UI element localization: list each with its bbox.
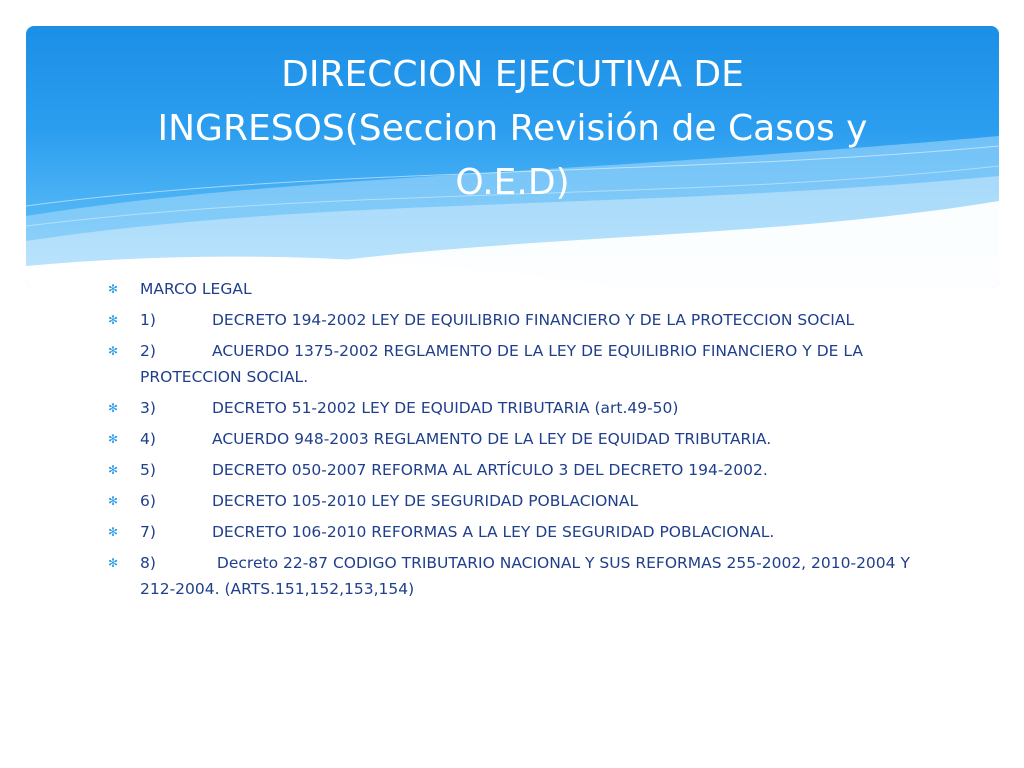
title-line-2: INGRESOS(Seccion Revisión de Casos y [157,108,868,149]
item-text: ACUERDO 948-2003 REGLAMENTO DE LA LEY DE EQUIDAD TRIBUTARIA. [212,430,772,448]
item-number: 7) [140,523,156,541]
title-line-3: O.E.D) [455,162,570,203]
item-number: 1) [140,311,156,329]
asterisk-bullet-icon: ✻ [108,432,119,446]
item-number: 4) [140,430,156,448]
item-number: 2) [140,342,156,360]
item-number: 6) [140,492,156,510]
item-text: DECRETO 105-2010 LEY DE SEGURIDAD POBLACIONAL [212,492,639,510]
item-number: 8) [140,554,156,572]
asterisk-bullet-icon: ✻ [108,494,119,508]
asterisk-bullet-icon: ✻ [108,401,119,415]
slide-title [60,48,965,210]
item-text: DECRETO 194-2002 LEY DE EQUILIBRIO FINANCIERO Y DE LA PROTECCION SOCIAL [212,311,855,329]
list-item [108,395,928,421]
list-item [108,426,928,452]
asterisk-bullet-icon: ✻ [108,313,119,327]
item-text: DECRETO 51-2002 LEY DE EQUIDAD TRIBUTARIA (art.49-50) [212,399,679,417]
list-item [108,457,928,483]
list-item [108,338,928,390]
asterisk-bullet-icon: ✻ [108,525,119,539]
item-text: DECRETO 050-2007 REFORMA AL ARTÍCULO 3 DEL DECRETO 194-2002. [212,461,768,479]
list-item [108,550,928,602]
list-item [108,276,928,302]
asterisk-bullet-icon: ✻ [108,344,119,358]
list-item [108,307,928,333]
item-number: 3) [140,399,156,417]
asterisk-bullet-icon: ✻ [108,556,119,570]
title-line-1: DIRECCION EJECUTIVA DE [281,54,744,95]
asterisk-bullet-icon: ✻ [108,463,119,477]
item-text: ACUERDO 1375-2002 REGLAMENTO DE LA LEY DE EQUILIBRIO FINANCIERO Y DE LA PROTECCION SOCIAL. [140,342,863,386]
asterisk-bullet-icon: ✻ [108,282,119,296]
bullet-list [108,276,928,607]
list-item [108,488,928,514]
item-text: MARCO LEGAL [140,280,252,298]
list-item [108,519,928,545]
item-number: 5) [140,461,156,479]
item-text: Decreto 22-87 CODIGO TRIBUTARIO NACIONAL Y SUS REFORMAS 255-2002, 2010-2004 Y 212-2004. (ARTS.151,152,153,154) [140,554,910,598]
item-text: DECRETO 106-2010 REFORMAS A LA LEY DE SEGURIDAD POBLACIONAL. [212,523,775,541]
